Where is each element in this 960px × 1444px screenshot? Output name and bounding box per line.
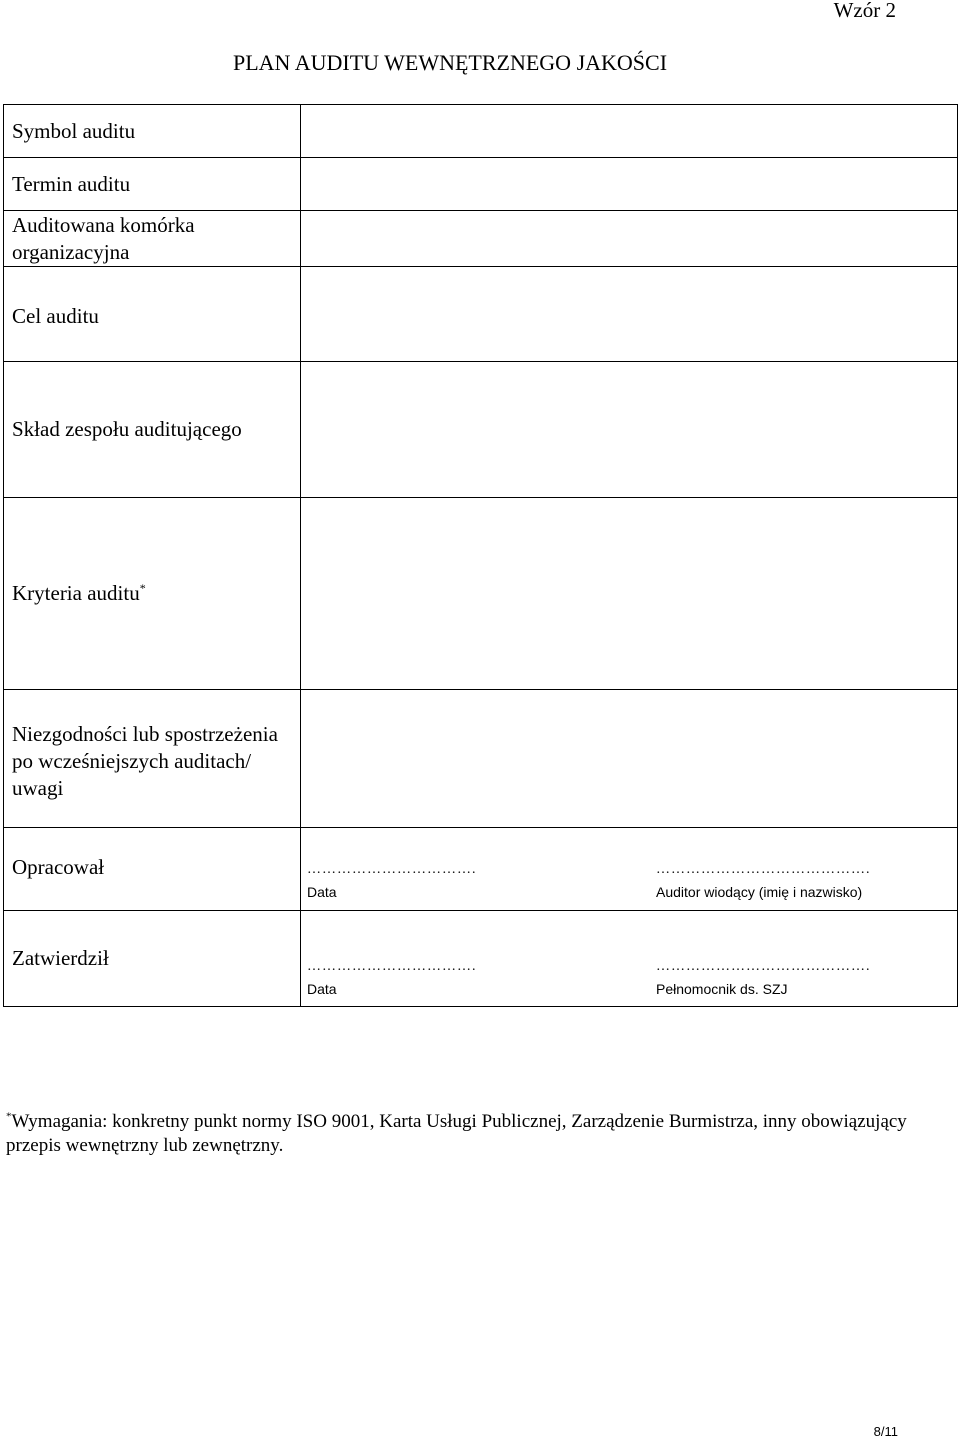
approved-signature-cell xyxy=(301,911,958,1007)
table-row xyxy=(4,911,958,1007)
table-row xyxy=(4,690,958,828)
table-row xyxy=(4,828,958,911)
prepared-signer-caption: Auditor wiodący (imię i nazwisko) xyxy=(656,884,863,900)
table-row xyxy=(4,267,958,362)
form-template-label: Wzór 2 xyxy=(833,0,896,22)
field-symbol[interactable] xyxy=(301,105,958,158)
opracowal-label: Opracował xyxy=(12,855,105,879)
row-label-zatwierdzil xyxy=(4,911,301,1007)
prepared-date-caption: Data xyxy=(307,884,337,900)
footnote-text: Wymagania: konkretny punkt normy ISO 9001, Karta Usługi Publicznej, Zarządzenie Burmistrza, inny obowiązujący przepis wewnętrzny lub zewnętrzny. xyxy=(6,1111,907,1156)
row-label-komorka: Auditowana komórka organizacyjna xyxy=(4,211,301,267)
prepared-signature-cell xyxy=(301,828,958,911)
row-label-symbol: Symbol auditu xyxy=(4,105,301,158)
field-niezgodnosci[interactable] xyxy=(301,690,958,828)
audit-plan-table xyxy=(3,104,958,1007)
page-number: 8/11 xyxy=(873,1424,898,1439)
approved-signer-dots[interactable]: ……………………………………. xyxy=(656,959,871,974)
field-termin[interactable] xyxy=(301,158,958,211)
field-komorka[interactable] xyxy=(301,211,958,267)
field-kryteria[interactable] xyxy=(301,498,958,690)
footnote xyxy=(6,1110,946,1158)
row-label-sklad: Skład zespołu auditującego xyxy=(4,362,301,498)
row-label-opracowal xyxy=(4,828,301,911)
approved-date-caption: Data xyxy=(307,981,337,997)
document-title: PLAN AUDITU WEWNĘTRZNEGO JAKOŚCI xyxy=(232,50,668,75)
row-label-cel: Cel auditu xyxy=(4,267,301,362)
table-row xyxy=(4,158,958,211)
row-label-kryteria xyxy=(4,498,301,690)
table-row xyxy=(4,362,958,498)
field-sklad[interactable] xyxy=(301,362,958,498)
prepared-signer-dots[interactable]: ……………………………………. xyxy=(656,862,871,877)
approved-date-dots[interactable]: ……………………………. xyxy=(307,959,477,974)
approved-signer-caption: Pełnomocnik ds. SZJ xyxy=(656,981,788,997)
zatwierdzil-label: Zatwierdził xyxy=(12,946,109,970)
kryteria-text: Kryteria auditu xyxy=(12,581,140,605)
row-label-termin: Termin auditu xyxy=(4,158,301,211)
field-cel[interactable] xyxy=(301,267,958,362)
footnote-mark: * xyxy=(139,581,146,595)
table-row xyxy=(4,498,958,690)
table-row xyxy=(4,211,958,267)
footnote-mark: * xyxy=(6,1110,12,1123)
row-label-niezgodnosci: Niezgodności lub spostrzeżenia po wcześniejszych auditach/ uwagi xyxy=(4,690,301,828)
table-row xyxy=(4,105,958,158)
prepared-date-dots[interactable]: ……………………………. xyxy=(307,862,477,877)
